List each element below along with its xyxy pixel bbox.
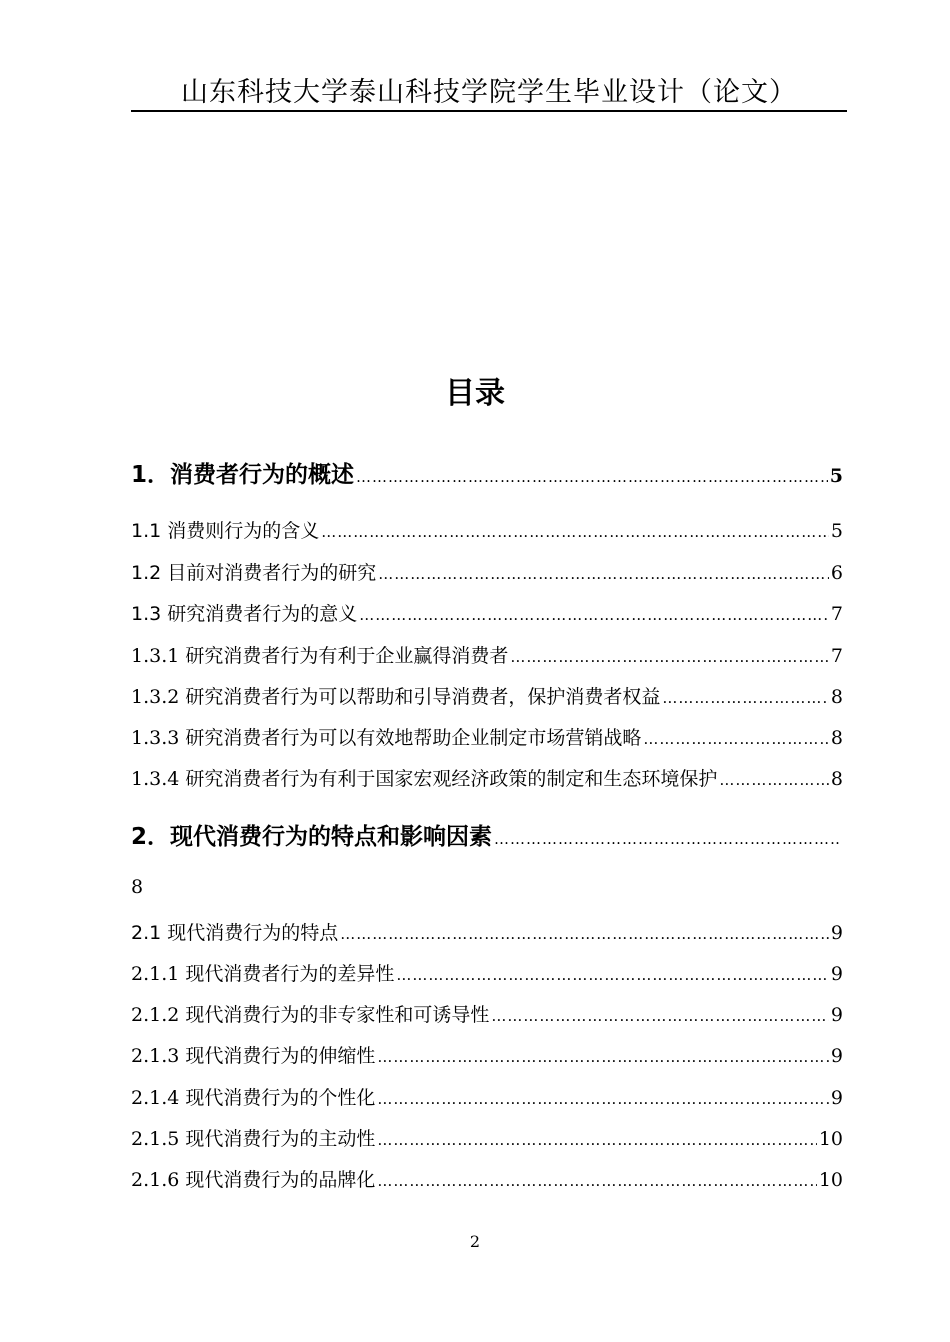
toc-entry-page: 9 (830, 1087, 843, 1109)
dot-leader (377, 1048, 829, 1066)
toc-entry-page: 8 (131, 876, 144, 898)
toc-entry[interactable] (131, 959, 843, 986)
toc-entry-label: 2.1.3 现代消费行为的伸缩性 (131, 1045, 376, 1067)
toc-entry[interactable] (131, 641, 843, 668)
dot-leader (510, 648, 829, 666)
toc-entry[interactable] (131, 682, 843, 709)
toc-entry-label: 2.1.6 现代消费行为的品牌化 (131, 1169, 376, 1191)
toc-entry-page: 7 (830, 603, 843, 625)
dot-leader (643, 730, 829, 748)
toc-entry-page: 6 (830, 562, 843, 584)
toc-entry-page: 9 (830, 1004, 843, 1026)
toc-entry-label: 2.1.4 现代消费行为的个性化 (131, 1087, 376, 1109)
toc-entry-label: 2.1.2 现代消费行为的非专家性和可诱导性 (131, 1004, 490, 1026)
toc-entry[interactable] (131, 456, 843, 489)
dot-leader (321, 523, 829, 541)
toc-entry[interactable] (131, 723, 843, 750)
toc-entry-page: 5 (829, 465, 843, 487)
document-header: 山东科技大学泰山科技学院学生毕业设计（论文） (181, 77, 797, 108)
dot-leader (719, 771, 829, 789)
toc-entry-page: 9 (830, 963, 843, 985)
toc-entry[interactable] (131, 1000, 843, 1027)
toc-entry-page: 5 (830, 520, 843, 542)
toc-entry-label: 2.1 现代消费行为的特点 (131, 922, 339, 944)
toc-entry-page: 8 (830, 686, 843, 708)
toc-entry[interactable] (131, 516, 843, 543)
toc-entry-page: 9 (830, 1045, 843, 1067)
toc-title: 目录 (445, 376, 505, 411)
toc-entry-page: 8 (830, 768, 843, 790)
dot-leader (396, 966, 829, 984)
toc-entry[interactable] (131, 558, 843, 585)
header-rule (131, 110, 847, 112)
toc-entry-label: 2．现代消费行为的特点和影响因素 (131, 824, 493, 850)
toc-entry-page: 10 (818, 1128, 843, 1150)
toc-entry[interactable] (131, 599, 843, 626)
toc-entry[interactable] (131, 918, 843, 945)
toc-entry-label: 1．消费者行为的概述 (131, 462, 355, 488)
dot-leader (377, 1090, 829, 1108)
toc-entry[interactable] (131, 764, 843, 791)
toc-entry-label: 1.3.2 研究消费者行为可以帮助和引导消费者，保护消费者权益 (131, 686, 661, 708)
dot-leader (491, 1007, 829, 1025)
toc-entry-page: 10 (818, 1169, 843, 1191)
toc-entry[interactable] (131, 1124, 843, 1151)
toc-entry-label: 1.3.3 研究消费者行为可以有效地帮助企业制定市场营销战略 (131, 727, 642, 749)
toc-entry-label: 1.3 研究消费者行为的意义 (131, 603, 358, 625)
dot-leader (377, 1131, 816, 1149)
toc-entry[interactable] (131, 818, 843, 851)
toc-entry[interactable] (131, 1165, 843, 1192)
dot-leader (356, 468, 828, 486)
dot-leader (340, 925, 829, 943)
dot-leader (377, 1172, 816, 1190)
toc-entry-page: 7 (830, 645, 843, 667)
dot-leader (359, 606, 829, 624)
toc-entry-label: 2.1.1 现代消费者行为的差异性 (131, 963, 395, 985)
toc-entry-label: 1.3.4 研究消费者行为有利于国家宏观经济政策的制定和生态环境保护 (131, 768, 718, 790)
dot-leader (494, 830, 841, 848)
toc-entry-page: 9 (830, 922, 843, 944)
page-number: 2 (469, 1232, 481, 1251)
toc-entry-page: 8 (830, 727, 843, 749)
toc-entry-label: 2.1.5 现代消费行为的主动性 (131, 1128, 376, 1150)
dot-leader (662, 689, 829, 707)
toc-entry-label: 1.3.1 研究消费者行为有利于企业赢得消费者 (131, 645, 509, 667)
toc-entry[interactable] (131, 1083, 843, 1110)
toc-entry-label: 1.1 消费则行为的含义 (131, 520, 320, 542)
toc-entry-label: 1.2 目前对消费者行为的研究 (131, 562, 377, 584)
dot-leader (378, 565, 829, 583)
toc-entry[interactable] (131, 1041, 843, 1068)
